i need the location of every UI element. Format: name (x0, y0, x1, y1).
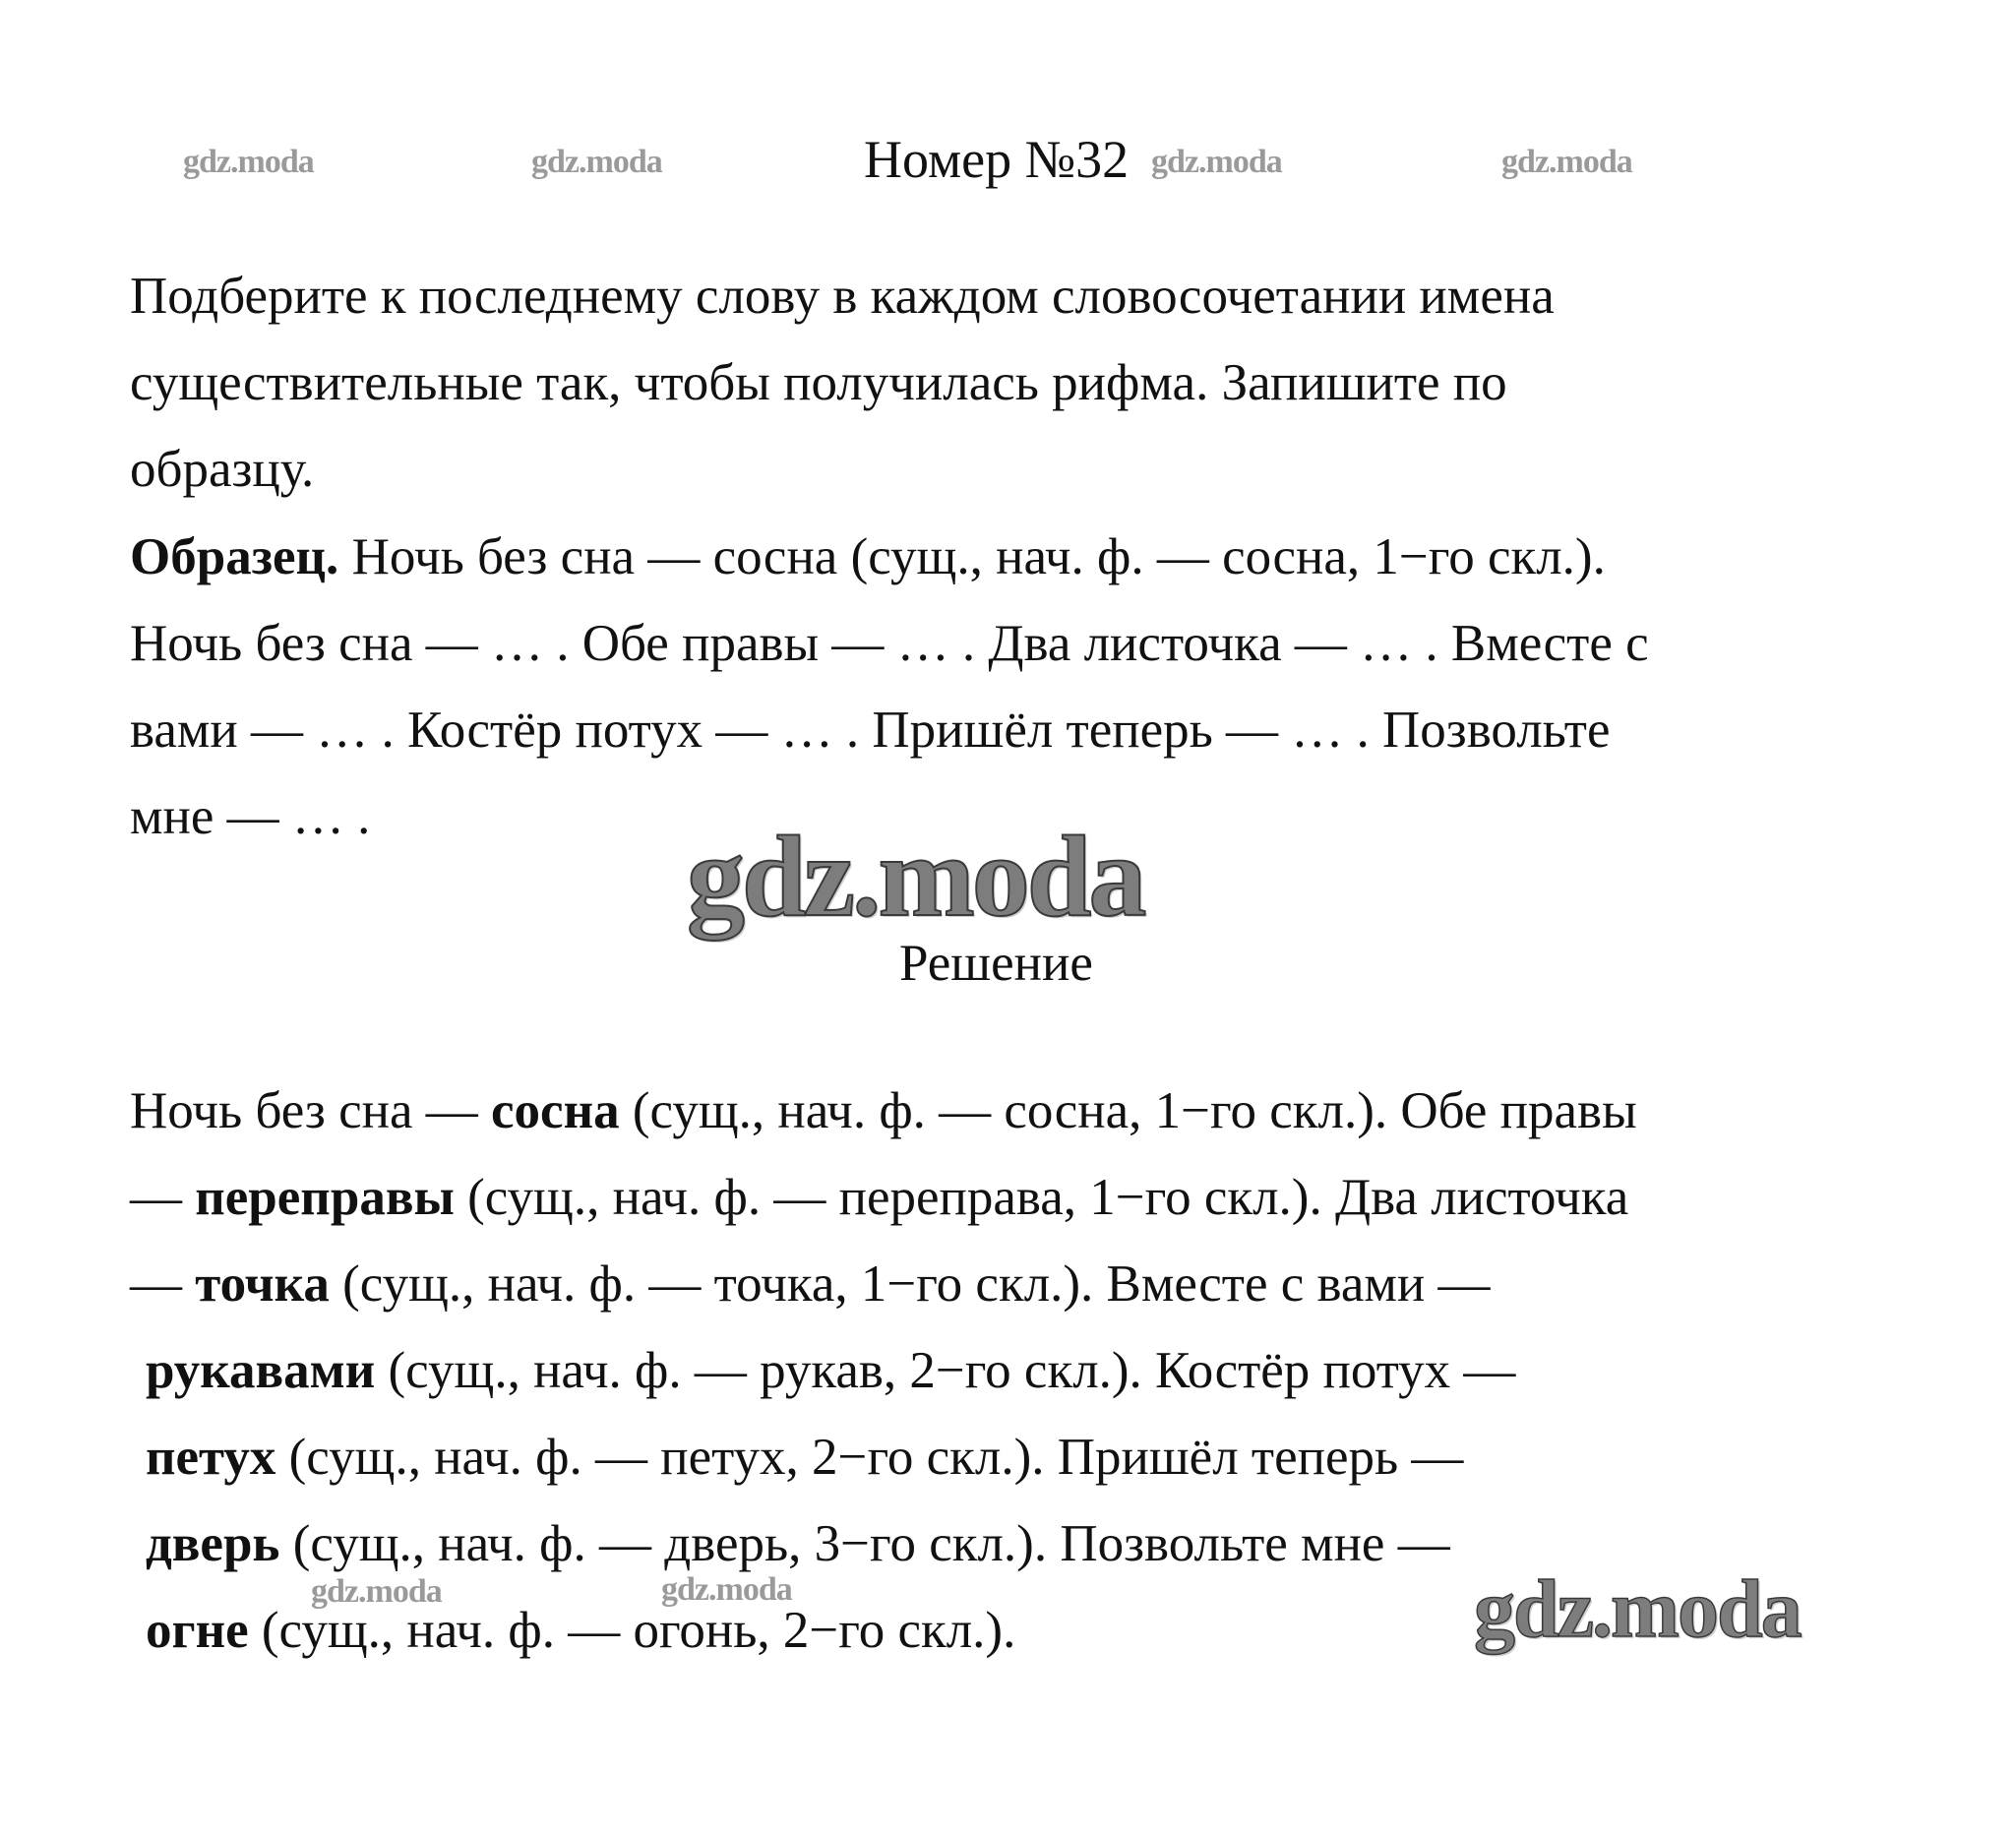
solution-line (146, 1511, 1450, 1576)
exercise-line: мне — … . (130, 788, 371, 845)
solution-line (146, 1598, 1015, 1663)
solution-line (130, 1165, 1628, 1230)
solution-text: Ночь без сна — (130, 1082, 492, 1139)
watermark: gdz.moda (183, 144, 314, 180)
exercise-line: Ночь без сна — … . Обе правы — … . Два листочка — … . Вместе с (130, 615, 1649, 672)
answer-word: сосна (491, 1082, 620, 1139)
watermark: gdz.moda (1501, 144, 1632, 180)
watermark: gdz.moda (1151, 144, 1282, 180)
solution-text: (сущ., нач. ф. — переправа, 1−го скл.). Два листочка (454, 1169, 1629, 1226)
watermark: gdz.moda (311, 1573, 442, 1610)
answer-word: точка (195, 1255, 330, 1313)
solution-text: (сущ., нач. ф. — сосна, 1−го скл.). Обе правы (619, 1082, 1637, 1139)
answer-word: рукавами (146, 1342, 376, 1399)
solution-line (146, 1338, 1515, 1403)
answer-word: огне (146, 1602, 249, 1659)
sample-text: Ночь без сна — сосна (сущ., нач. ф. — сосна, 1−го скл.). (338, 528, 1606, 585)
sample-label: Образец. (130, 528, 339, 585)
solution-text: (сущ., нач. ф. — огонь, 2−го скл.). (248, 1602, 1016, 1659)
task-line: существительные так, чтобы получилась рифма. Запишите по (130, 354, 1507, 411)
page-title: Номер №32 (864, 130, 1130, 189)
solution-line (130, 1078, 1637, 1143)
watermark-large: gdz.moda (687, 812, 1144, 941)
solution-line (130, 1252, 1491, 1316)
answer-word: петух (146, 1429, 276, 1486)
solution-text: (сущ., нач. ф. — рукав, 2−го скл.). Костёр потух — (375, 1342, 1516, 1399)
sample-line (130, 524, 1606, 589)
exercise-line: вами — … . Костёр потух — … . Пришёл теперь — … . Позвольте (130, 702, 1611, 759)
solution-line (146, 1425, 1463, 1490)
answer-word: дверь (146, 1515, 280, 1572)
solution-text: (сущ., нач. ф. — точка, 1−го скл.). Вместе с вами — (329, 1255, 1491, 1313)
task-line: образцу. (130, 441, 315, 498)
watermark: gdz.moda (531, 144, 662, 180)
solution-heading: Решение (899, 935, 1093, 992)
task-line: Подберите к последнему слову в каждом словосочетании имена (130, 268, 1555, 325)
solution-text: — (130, 1255, 196, 1313)
watermark-medium: gdz.moda (1474, 1563, 1801, 1655)
watermark: gdz.moda (661, 1571, 792, 1608)
solution-text: (сущ., нач. ф. — петух, 2−го скл.). Пришёл теперь — (275, 1429, 1464, 1486)
solution-text: (сущ., нач. ф. — дверь, 3−го скл.). Позвольте мне — (279, 1515, 1450, 1572)
answer-word: переправы (195, 1169, 455, 1226)
solution-text: — (130, 1169, 196, 1226)
